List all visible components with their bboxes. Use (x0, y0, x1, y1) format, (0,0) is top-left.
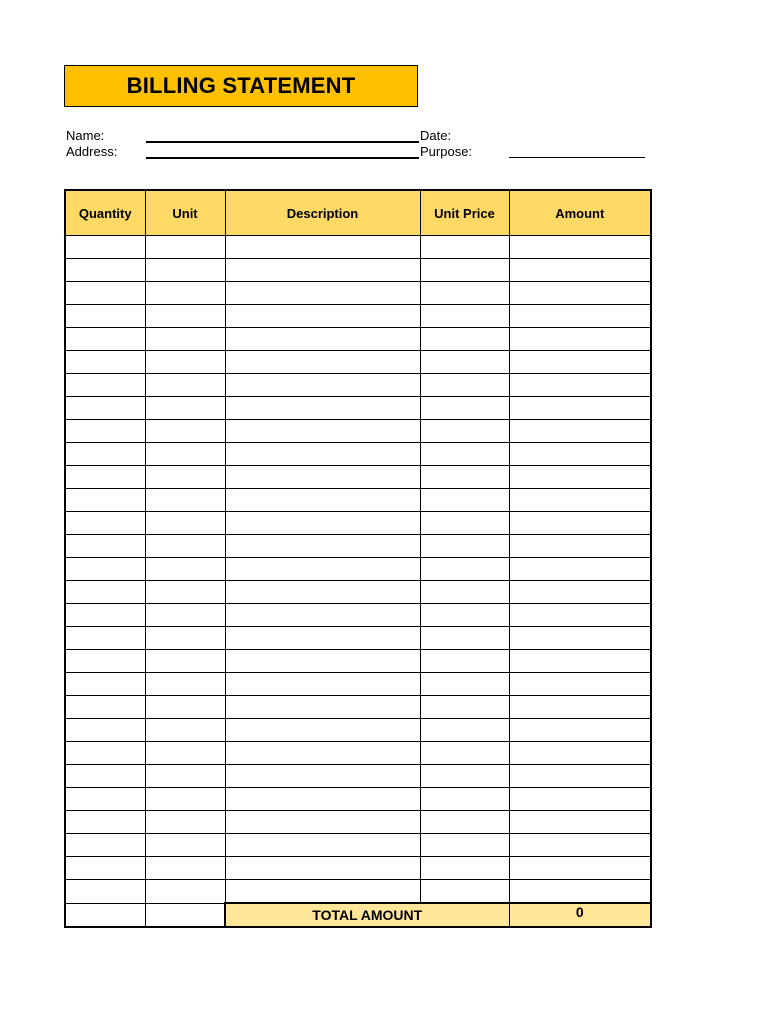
quantity-cell[interactable] (65, 558, 145, 581)
unit-cell[interactable] (145, 397, 225, 420)
quantity-cell[interactable] (65, 742, 145, 765)
unit-cell[interactable] (145, 627, 225, 650)
amount-cell[interactable] (509, 581, 651, 604)
amount-cell[interactable] (509, 604, 651, 627)
unit-price-cell[interactable] (420, 650, 509, 673)
unit-cell[interactable] (145, 489, 225, 512)
table-row (65, 305, 651, 328)
amount-cell[interactable] (509, 650, 651, 673)
unit-cell[interactable] (145, 420, 225, 443)
table-row (65, 788, 651, 811)
amount-cell[interactable] (509, 834, 651, 857)
unit-price-cell[interactable] (420, 535, 509, 558)
description-cell[interactable] (225, 880, 420, 904)
description-cell[interactable] (225, 259, 420, 282)
unit-cell[interactable] (145, 673, 225, 696)
description-cell[interactable] (225, 719, 420, 742)
description-cell[interactable] (225, 351, 420, 374)
table-row (65, 880, 651, 904)
table-row (65, 443, 651, 466)
quantity-cell[interactable] (65, 673, 145, 696)
table-row (65, 811, 651, 834)
table-row (65, 719, 651, 742)
unit-price-cell[interactable] (420, 558, 509, 581)
header-quantity: Quantity (65, 190, 145, 236)
description-cell[interactable] (225, 604, 420, 627)
table-row (65, 765, 651, 788)
amount-cell[interactable] (509, 742, 651, 765)
amount-cell[interactable] (509, 351, 651, 374)
amount-cell[interactable] (509, 328, 651, 351)
unit-price-cell[interactable] (420, 259, 509, 282)
description-cell[interactable] (225, 581, 420, 604)
table-row (65, 627, 651, 650)
quantity-cell[interactable] (65, 650, 145, 673)
description-cell[interactable] (225, 834, 420, 857)
amount-cell[interactable] (509, 305, 651, 328)
address-field[interactable] (146, 157, 419, 159)
description-cell[interactable] (225, 788, 420, 811)
header-unit: Unit (145, 190, 225, 236)
unit-cell[interactable] (145, 443, 225, 466)
quantity-cell[interactable] (65, 719, 145, 742)
unit-cell[interactable] (145, 558, 225, 581)
unit-cell[interactable] (145, 650, 225, 673)
unit-cell[interactable] (145, 811, 225, 834)
quantity-cell[interactable] (65, 420, 145, 443)
unit-cell[interactable] (145, 466, 225, 489)
unit-price-cell[interactable] (420, 581, 509, 604)
description-cell[interactable] (225, 742, 420, 765)
unit-price-cell[interactable] (420, 880, 509, 904)
amount-cell[interactable] (509, 466, 651, 489)
unit-price-cell[interactable] (420, 604, 509, 627)
table-row (65, 466, 651, 489)
amount-cell[interactable] (509, 719, 651, 742)
purpose-label: Purpose: (420, 144, 473, 159)
quantity-cell[interactable] (65, 696, 145, 719)
description-cell[interactable] (225, 282, 420, 305)
unit-cell[interactable] (145, 834, 225, 857)
header-unit-price: Unit Price (420, 190, 509, 236)
unit-price-cell[interactable] (420, 420, 509, 443)
table-row (65, 259, 651, 282)
table-row (65, 397, 651, 420)
table-row (65, 650, 651, 673)
unit-cell[interactable] (145, 259, 225, 282)
unit-price-cell[interactable] (420, 466, 509, 489)
header-description: Description (225, 190, 420, 236)
quantity-cell[interactable] (65, 811, 145, 834)
total-empty-cell (65, 903, 145, 927)
unit-price-cell[interactable] (420, 811, 509, 834)
unit-cell[interactable] (145, 374, 225, 397)
unit-cell[interactable] (145, 788, 225, 811)
description-cell[interactable] (225, 627, 420, 650)
amount-cell[interactable] (509, 512, 651, 535)
quantity-cell[interactable] (65, 880, 145, 904)
unit-price-cell[interactable] (420, 374, 509, 397)
description-cell[interactable] (225, 374, 420, 397)
amount-cell[interactable] (509, 374, 651, 397)
billing-table (64, 189, 652, 928)
unit-cell[interactable] (145, 305, 225, 328)
description-cell[interactable] (225, 489, 420, 512)
table-row (65, 489, 651, 512)
table-row (65, 857, 651, 880)
amount-cell[interactable] (509, 443, 651, 466)
description-cell[interactable] (225, 696, 420, 719)
quantity-cell[interactable] (65, 328, 145, 351)
table-row (65, 834, 651, 857)
table-row (65, 535, 651, 558)
unit-price-cell[interactable] (420, 627, 509, 650)
quantity-cell[interactable] (65, 443, 145, 466)
unit-price-cell[interactable] (420, 673, 509, 696)
unit-cell[interactable] (145, 696, 225, 719)
amount-cell[interactable] (509, 857, 651, 880)
amount-cell[interactable] (509, 489, 651, 512)
description-cell[interactable] (225, 466, 420, 489)
description-cell[interactable] (225, 512, 420, 535)
amount-cell[interactable] (509, 673, 651, 696)
unit-cell[interactable] (145, 742, 225, 765)
name-label: Name: (66, 128, 105, 143)
amount-cell[interactable] (509, 558, 651, 581)
quantity-cell[interactable] (65, 788, 145, 811)
unit-price-cell[interactable] (420, 443, 509, 466)
unit-price-cell[interactable] (420, 834, 509, 857)
unit-cell[interactable] (145, 512, 225, 535)
quantity-cell[interactable] (65, 489, 145, 512)
unit-cell[interactable] (145, 535, 225, 558)
quantity-cell[interactable] (65, 259, 145, 282)
unit-price-cell[interactable] (420, 351, 509, 374)
amount-cell[interactable] (509, 627, 651, 650)
unit-cell[interactable] (145, 351, 225, 374)
description-cell[interactable] (225, 673, 420, 696)
quantity-cell[interactable] (65, 282, 145, 305)
table-row (65, 328, 651, 351)
amount-cell[interactable] (509, 811, 651, 834)
unit-cell[interactable] (145, 857, 225, 880)
description-cell[interactable] (225, 535, 420, 558)
quantity-cell[interactable] (65, 466, 145, 489)
amount-cell[interactable] (509, 788, 651, 811)
unit-price-cell[interactable] (420, 788, 509, 811)
unit-price-cell[interactable] (420, 236, 509, 259)
description-cell[interactable] (225, 650, 420, 673)
table-row (65, 420, 651, 443)
unit-cell[interactable] (145, 236, 225, 259)
unit-cell[interactable] (145, 604, 225, 627)
table-row (65, 282, 651, 305)
table-row (65, 696, 651, 719)
unit-cell[interactable] (145, 765, 225, 788)
amount-cell[interactable] (509, 535, 651, 558)
amount-cell[interactable] (509, 420, 651, 443)
quantity-cell[interactable] (65, 765, 145, 788)
total-row (65, 903, 651, 927)
name-field[interactable] (146, 141, 419, 143)
unit-price-cell[interactable] (420, 857, 509, 880)
description-cell[interactable] (225, 236, 420, 259)
unit-price-cell[interactable] (420, 305, 509, 328)
unit-price-cell[interactable] (420, 282, 509, 305)
description-cell[interactable] (225, 420, 420, 443)
unit-cell[interactable] (145, 282, 225, 305)
unit-price-cell[interactable] (420, 742, 509, 765)
quantity-cell[interactable] (65, 834, 145, 857)
table-row (65, 351, 651, 374)
amount-cell[interactable] (509, 236, 651, 259)
amount-cell[interactable] (509, 880, 651, 904)
description-cell[interactable] (225, 558, 420, 581)
quantity-cell[interactable] (65, 351, 145, 374)
table-row (65, 512, 651, 535)
total-amount-label: TOTAL AMOUNT (225, 903, 509, 927)
description-cell[interactable] (225, 328, 420, 351)
unit-price-cell[interactable] (420, 512, 509, 535)
quantity-cell[interactable] (65, 236, 145, 259)
table-row (65, 742, 651, 765)
unit-cell[interactable] (145, 581, 225, 604)
quantity-cell[interactable] (65, 604, 145, 627)
table-row (65, 236, 651, 259)
total-empty-cell (145, 903, 225, 927)
table-row (65, 604, 651, 627)
amount-cell[interactable] (509, 282, 651, 305)
quantity-cell[interactable] (65, 374, 145, 397)
unit-price-cell[interactable] (420, 765, 509, 788)
description-cell[interactable] (225, 305, 420, 328)
quantity-cell[interactable] (65, 397, 145, 420)
quantity-cell[interactable] (65, 305, 145, 328)
page-title: BILLING STATEMENT (64, 65, 418, 107)
unit-price-cell[interactable] (420, 719, 509, 742)
purpose-field[interactable] (509, 157, 645, 158)
unit-cell[interactable] (145, 328, 225, 351)
quantity-cell[interactable] (65, 627, 145, 650)
unit-cell[interactable] (145, 719, 225, 742)
unit-price-cell[interactable] (420, 489, 509, 512)
table-row (65, 581, 651, 604)
description-cell[interactable] (225, 397, 420, 420)
description-cell[interactable] (225, 443, 420, 466)
table-header-row (65, 190, 651, 236)
table-body (65, 236, 651, 904)
amount-cell[interactable] (509, 765, 651, 788)
unit-price-cell[interactable] (420, 696, 509, 719)
quantity-cell[interactable] (65, 512, 145, 535)
address-label: Address: (66, 144, 118, 159)
unit-price-cell[interactable] (420, 328, 509, 351)
table-row (65, 374, 651, 397)
header-amount: Amount (509, 190, 651, 236)
table-row (65, 673, 651, 696)
quantity-cell[interactable] (65, 857, 145, 880)
unit-cell[interactable] (145, 880, 225, 904)
description-cell[interactable] (225, 765, 420, 788)
table-row (65, 558, 651, 581)
total-amount-value: 0 (509, 903, 651, 927)
unit-price-cell[interactable] (420, 397, 509, 420)
quantity-cell[interactable] (65, 535, 145, 558)
quantity-cell[interactable] (65, 581, 145, 604)
date-label: Date: (420, 128, 452, 143)
amount-cell[interactable] (509, 696, 651, 719)
description-cell[interactable] (225, 811, 420, 834)
amount-cell[interactable] (509, 259, 651, 282)
amount-cell[interactable] (509, 397, 651, 420)
description-cell[interactable] (225, 857, 420, 880)
